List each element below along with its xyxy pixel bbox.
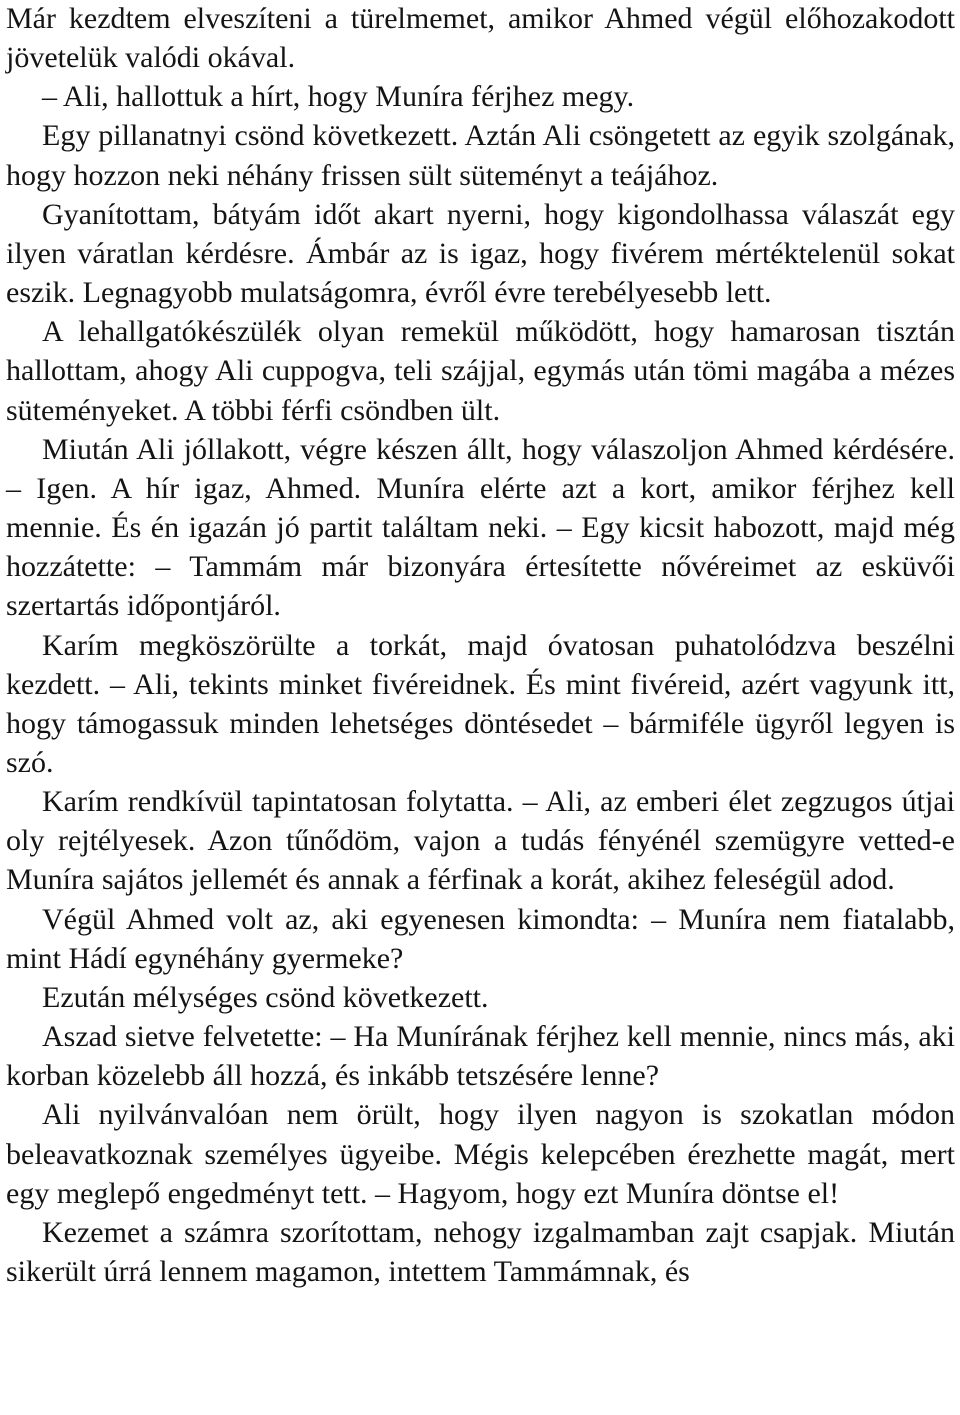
paragraph: Karím megköszörülte a torkát, majd óvatosan puhatolódzva beszélni kezdett. – Ali, tekints minket fivéreidnek. És mint fivéreid, azért vagyunk itt, hogy támogassuk minden lehetséges döntésedet – bármiféle ügyről legyen is szó. <box>6 628 955 779</box>
paragraph: Kezemet a számra szorítottam, nehogy izgalmamban zajt csapjak. Miután sikerült úrrá lennem magamon, intettem Tammámnak, és <box>6 1215 955 1288</box>
paragraph: Karím rendkívül tapintatosan folytatta. – Ali, az emberi élet zegzugos útjai oly rejtélyesek. Azon tűnődöm, vajon a tudás fényénél szemügyre vetted-e Muníra sajátos jellemét és annak a férfinak a korát, akihez feleségül adod. <box>6 785 955 897</box>
document-page <box>6 0 955 1291</box>
paragraph: Aszad sietve felvetette: – Ha Munírának férjhez kell mennie, nincs más, aki korban közelebb áll hozzá, és inkább tetszésére lenne? <box>6 1020 955 1093</box>
paragraph: Ezután mélységes csönd következett. <box>42 980 489 1014</box>
paragraph: Miután Ali jóllakott, végre készen állt, hogy válaszoljon Ahmed kérdésére. – Igen. A hír igaz, Ahmed. Muníra elérte azt a kort, amikor férjhez kell mennie. És én igazán jó partit találtam neki. – Egy kicsit habozott, majd még hozzátette: – Tammám már bizonyára értesítette nővéreimet az esküvői szertartás időpontjáról. <box>6 432 955 623</box>
paragraph: Ali nyilvánvalóan nem örült, hogy ilyen nagyon is szokatlan módon beleavatkoznak személyes ügyeibe. Mégis kelepcében érezhette magát, mert egy meglepő engedményt tett. – Hagyom, hogy ezt Muníra döntse el! <box>6 1098 955 1210</box>
paragraph: – Ali, hallottuk a hírt, hogy Muníra férjhez megy. <box>42 80 635 114</box>
paragraph: A lehallgatókészülék olyan remekül működött, hogy hamarosan tisztán hallottam, ahogy Ali cuppogva, teli szájjal, egymás után tömi magába a mézes süteményeket. A többi férfi csöndben ült. <box>6 315 955 427</box>
paragraph: Végül Ahmed volt az, aki egyenesen kimondta: – Muníra nem fiatalabb, mint Hádí egynéhány gyermeke? <box>6 902 955 975</box>
paragraph: Egy pillanatnyi csönd következett. Aztán Ali csöngetett az egyik szolgának, hogy hozzon neki néhány frissen sült süteményt a teájához. <box>6 119 955 192</box>
paragraph: Már kezdtem elveszíteni a türelmemet, amikor Ahmed végül előhozakodott jövetelük valódi okával. <box>6 2 955 75</box>
paragraph: Gyanítottam, bátyám időt akart nyerni, hogy kigondolhassa válaszát egy ilyen váratlan kérdésre. Ámbár az is igaz, hogy fivérem mértéktelenül sokat eszik. Legnagyobb mulatságomra, évről évre terebélyesebb lett. <box>6 197 955 310</box>
